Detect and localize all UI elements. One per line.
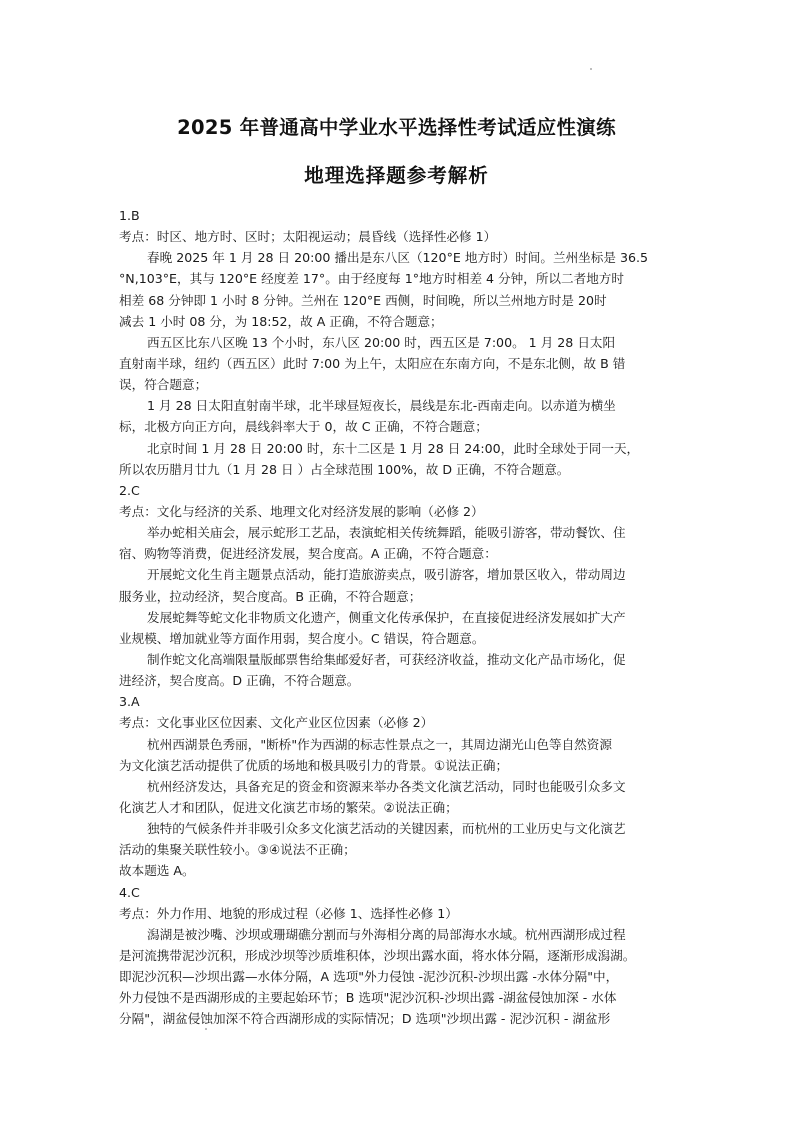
text-line: 进经济，契合度高。D 正确，不符合题意。 [119, 673, 360, 689]
text-line: 减去 1 小时 08 分，为 18:52，故 A 正确，不符合题意； [119, 313, 443, 329]
text-line: 3.A [119, 694, 140, 710]
document-subtitle: 地理选择题参考解析 [304, 164, 489, 187]
text-line: 春晚 2025 年 1 月 28 日 20:00 播出是东八区（120°E 地方时）时间。兰州坐标是 36.5 [147, 250, 648, 266]
text-line: 化演艺人才和团队，促进文化演艺市场的繁荣。②说法正确； [119, 799, 458, 815]
text-line: 开展蛇文化生肖主题景点活动，能打造旅游卖点，吸引游客，增加景区收入，带动周边 [147, 567, 626, 583]
text-line: 业规模、增加就业等方面作用弱，契合度小。C 错误，符合题意。 [119, 630, 485, 646]
text-line: 外力侵蚀不是西湖形成的主要起始环节；B 选项"泥沙沉积-沙坝出露 -湖盆侵蚀加深 - 水体 [119, 990, 617, 1006]
text-line: 考点：文化事业区位因素、文化产业区位因素（必修 2） [119, 715, 434, 731]
text-line: 考点：外力作用、地貌的形成过程（必修 1、选择性必修 1） [119, 905, 458, 921]
text-line: 西五区比东八区晚 13 个小时，东八区 20:00 时，西五区是 7:00。 1 月 28 日太阳 [147, 334, 616, 350]
text-line: 服务业，拉动经济，契合度高。B 正确，不符合题意； [119, 588, 422, 604]
text-line: 1.B [119, 208, 140, 223]
text-line: 4.C [119, 884, 140, 900]
text-line: 即泥沙沉积—沙坝出露—水体分隔，A 选项"外力侵蚀 -泥沙沉积-沙坝出露 -水体分隔"中， [119, 969, 619, 985]
document-title: 2025 年普通高中学业水平选择性考试适应性演练 [177, 116, 616, 139]
text-line: 误，符合题意； [119, 377, 208, 393]
scan-speck [205, 1028, 207, 1030]
text-line: 故本题选 A。 [119, 863, 195, 879]
text-line: 杭州西湖景色秀丽，"断桥"作为西湖的标志性景点之一，其周边湖光山色等自然资源 [147, 736, 612, 752]
text-line: 相差 68 分钟即 1 小时 8 分钟。兰州在 120°E 西侧，时间晚，所以兰州地方时是 20时 [119, 292, 607, 308]
text-line: 标，北极方向正方向，晨线斜率大于 0，故 C 正确，不符合题意； [119, 419, 488, 435]
scan-speck [590, 68, 592, 70]
text-line: 杭州经济发达，具备充足的资金和资源来举办各类文化演艺活动，同时也能吸引众多文 [147, 778, 626, 794]
text-line: 考点：文化与经济的关系、地理文化对经济发展的影响（必修 2） [119, 503, 484, 519]
text-line: 直射南半球，纽约（西五区）此时 7:00 为上午，太阳应在东南方向，不是东北侧，故 B 错 [119, 355, 626, 371]
text-line: 潟湖是被沙嘴、沙坝或珊瑚礁分割而与外海相分离的局部海水水域。杭州西湖形成过程 [147, 926, 626, 942]
text-line: 所以农历腊月廿九（1 月 28 日 ）占全球范围 100%，故 D 正确，不符合题意。 [119, 461, 570, 477]
text-line: 考点：时区、地方时、区时；太阳视运动；晨昏线（选择性必修 1） [119, 229, 497, 245]
text-line: 活动的集聚关联性较小。③④说法不正确； [119, 842, 356, 858]
text-line: 发展蛇舞等蛇文化非物质文化遗产，侧重文化传承保护，在直接促进经济发展如扩大产 [147, 609, 626, 625]
text-line: 制作蛇文化高端限量版邮票售给集邮爱好者，可获经济收益，推动文化产品市场化，促 [147, 651, 626, 667]
text-line: 分隔"，湖盆侵蚀加深不符合西湖形成的实际情况；D 选项"沙坝出露 - 泥沙沉积 - 湖盆形 [119, 1011, 611, 1027]
text-line: 是河流携带泥沙沉积，形成沙坝等沙质堆积体，沙坝出露水面，将水体分隔，逐渐形成潟湖。 [119, 947, 636, 963]
answer-body [119, 205, 687, 1029]
text-line: 北京时间 1 月 28 日 20:00 时，东十二区是 1 月 28 日 24:00，此时全球处于同一天， [147, 440, 640, 456]
text-line: 2.C [119, 482, 140, 498]
text-line: °N,103°E，其与 120°E 经度差 17°。由于经度每 1°地方时相差 4 分钟，所以二者地方时 [119, 271, 624, 287]
text-line: 宿、购物等消费，促进经济发展，契合度高。A 正确，不符合题意： [119, 546, 497, 562]
text-line: 1 月 28 日太阳直射南半球，北半球昼短夜长，晨线是东北-西南走向。以赤道为横坐 [147, 398, 616, 414]
text-line: 独特的气候条件并非吸引众多文化演艺活动的关键因素，而杭州的工业历史与文化演艺 [147, 821, 626, 837]
text-line: 为文化演艺活动提供了优质的场地和极具吸引力的背景。①说法正确； [119, 757, 509, 773]
text-line: 举办蛇相关庙会，展示蛇形工艺品，表演蛇相关传统舞蹈，能吸引游客，带动餐饮、住 [147, 525, 626, 541]
